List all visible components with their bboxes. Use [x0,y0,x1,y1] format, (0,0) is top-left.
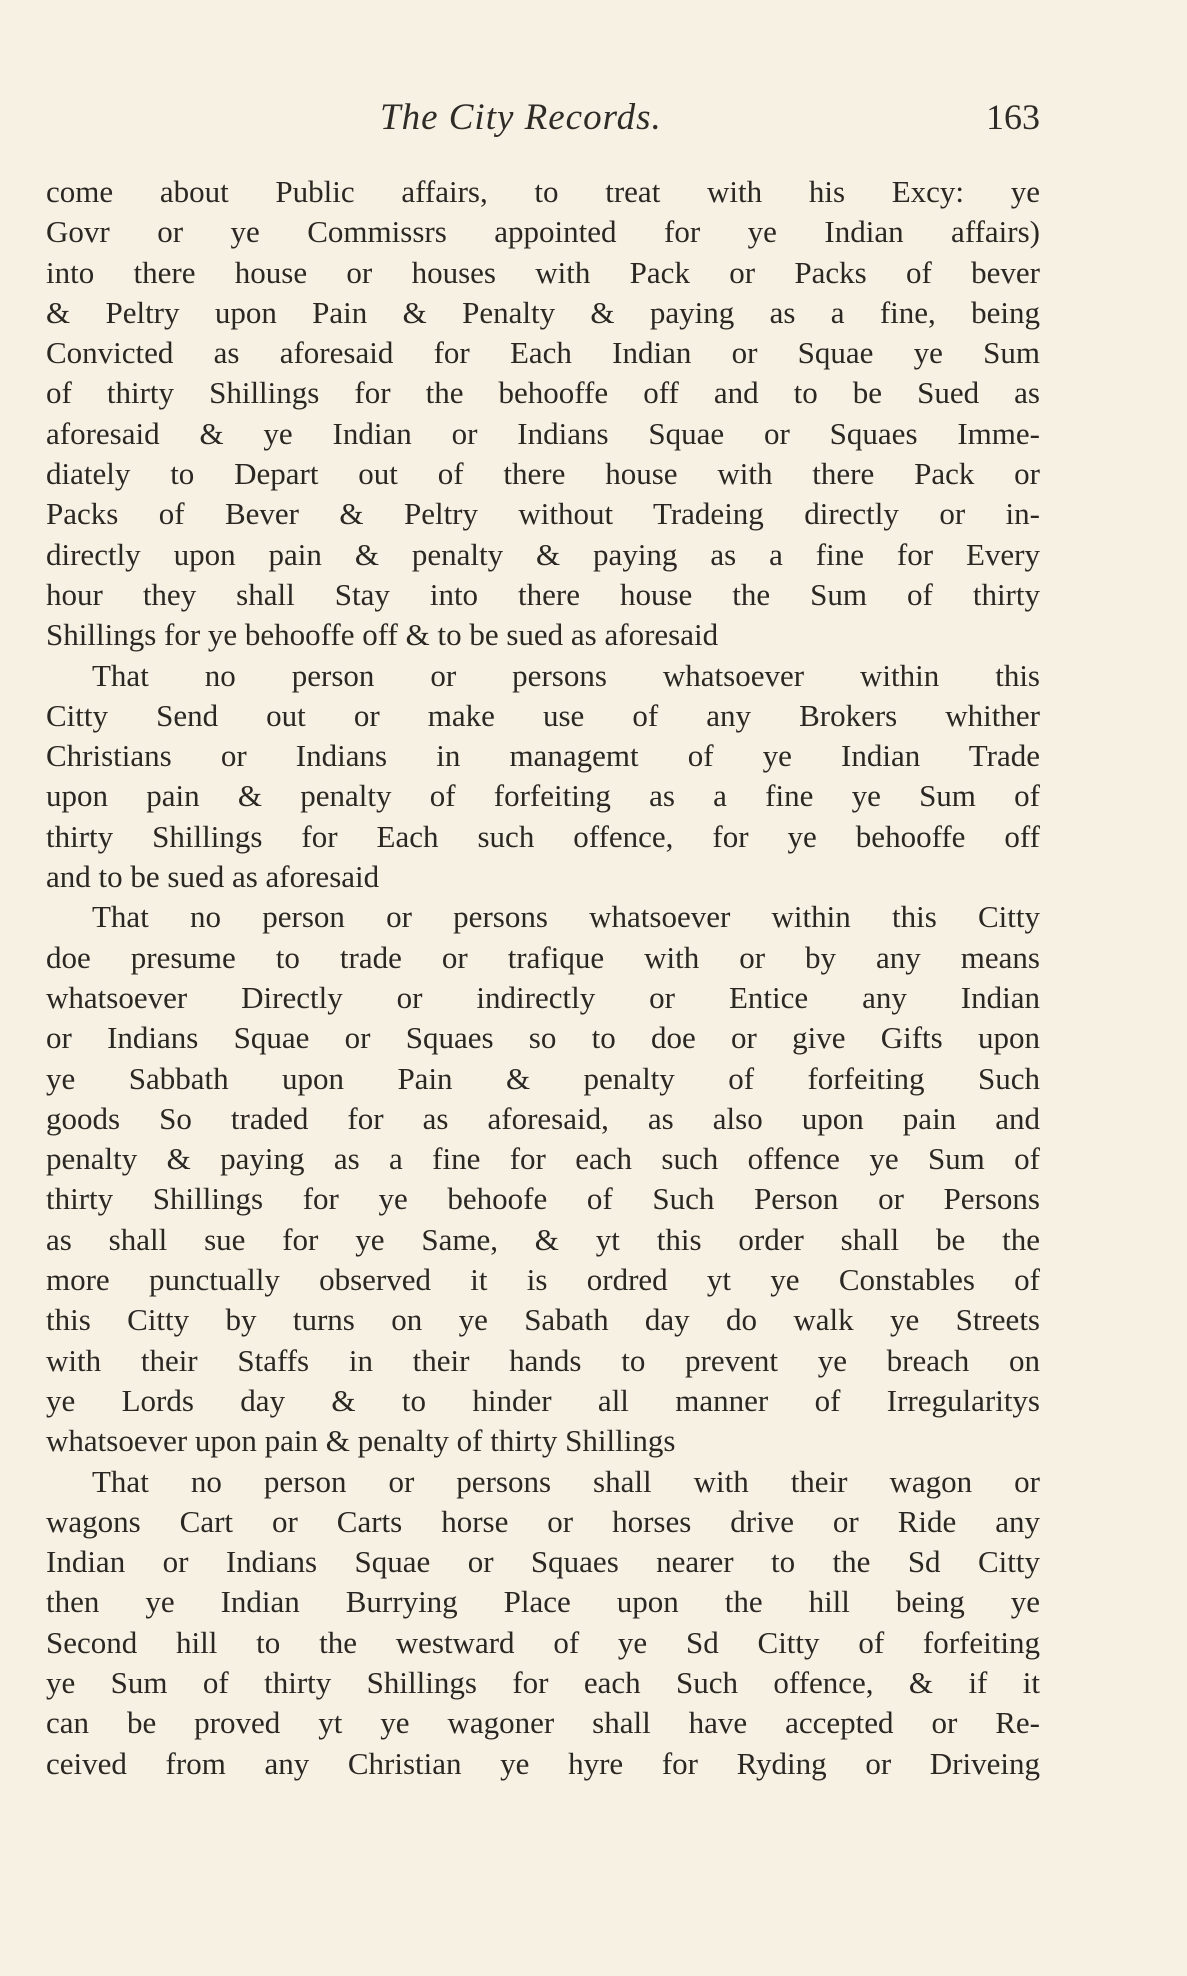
text-line: whatsoever Directly or indirectly or Entice any Indian [46,979,1040,1015]
running-title: The City Records. [380,97,662,138]
text-line: Shillings for ye behooffe off & to be sued as aforesaid [46,617,719,653]
text-line: can be proved yt ye wagoner shall have accepted or Re- [46,1705,1040,1741]
text-line: Indian or Indians Squae or Squaes nearer to the Sd Citty [46,1544,1040,1580]
page-number: 163 [986,97,1040,137]
body-text [46,172,1040,1784]
text-line: and to be sued as aforesaid [46,859,380,895]
text-line: Citty Send out or make use of any Brokers whither [46,697,1040,733]
text-line: Packs of Bever & Peltry without Tradeing directly or in- [46,496,1040,532]
text-line: then ye Indian Burrying Place upon the hill being ye [46,1584,1040,1620]
text-line: aforesaid & ye Indian or Indians Squae or Squaes Imme- [46,415,1040,451]
text-line: of thirty Shillings for the behooffe off and to be Sued as [46,375,1040,411]
text-line: ceived from any Christian ye hyre for Ryding or Driveing [46,1745,1040,1781]
page-header [0,96,1187,156]
text-line: upon pain & penalty of forfeiting as a fine ye Sum of [46,778,1040,814]
text-line: ye Sum of thirty Shillings for each Such offence, & if it [46,1664,1040,1700]
text-line: & Peltry upon Pain & Penalty & paying as a fine, being [46,294,1040,330]
text-line: ye Lords day & to hinder all manner of Irregularitys [46,1382,1040,1418]
text-line: goods So traded for as aforesaid, as also upon pain and [46,1100,1040,1136]
text-line: doe presume to trade or trafique with or by any means [46,939,1040,975]
text-line: wagons Cart or Carts horse or horses drive or Ride any [46,1503,1040,1539]
text-line: Govr or ye Commissrs appointed for ye Indian affairs) [46,214,1040,250]
text-line: Christians or Indians in managemt of ye Indian Trade [46,738,1040,774]
text-line: come about Public affairs, to treat with his Excy: ye [46,174,1040,209]
paragraph-start-line: That no person or persons whatsoever within this Citty [92,899,1040,935]
text-line: hour they shall Stay into there house the Sum of thirty [46,576,1040,612]
text-line: more punctually observed it is ordred yt ye Constables of [46,1262,1040,1298]
text-line: Second hill to the westward of ye Sd Citty of forfeiting [46,1624,1040,1660]
text-line: this Citty by turns on ye Sabath day do walk ye Streets [46,1302,1040,1338]
paragraph-start-line: That no person or persons whatsoever within this [92,657,1040,693]
text-line: into there house or houses with Pack or Packs of bever [46,254,1040,290]
paragraph-start-line: That no person or persons shall with their wagon or [92,1463,1040,1499]
text-line: thirty Shillings for Each such offence, for ye behooffe off [46,818,1040,854]
text-line: ye Sabbath upon Pain & penalty of forfeiting Such [46,1060,1040,1096]
text-line: or Indians Squae or Squaes so to doe or give Gifts upon [46,1020,1040,1056]
text-line: diately to Depart out of there house with there Pack or [46,456,1040,492]
text-line: whatsoever upon pain & penalty of thirty Shillings [46,1423,676,1459]
text-line: Convicted as aforesaid for Each Indian or Squae ye Sum [46,335,1040,371]
text-line: thirty Shillings for ye behoofe of Such Person or Persons [46,1181,1040,1217]
text-line: penalty & paying as a fine for each such offence ye Sum of [46,1141,1040,1177]
text-line: directly upon pain & penalty & paying as a fine for Every [46,536,1040,572]
text-line: with their Staffs in their hands to prevent ye breach on [46,1342,1040,1378]
text-line: as shall sue for ye Same, & yt this order shall be the [46,1221,1040,1257]
